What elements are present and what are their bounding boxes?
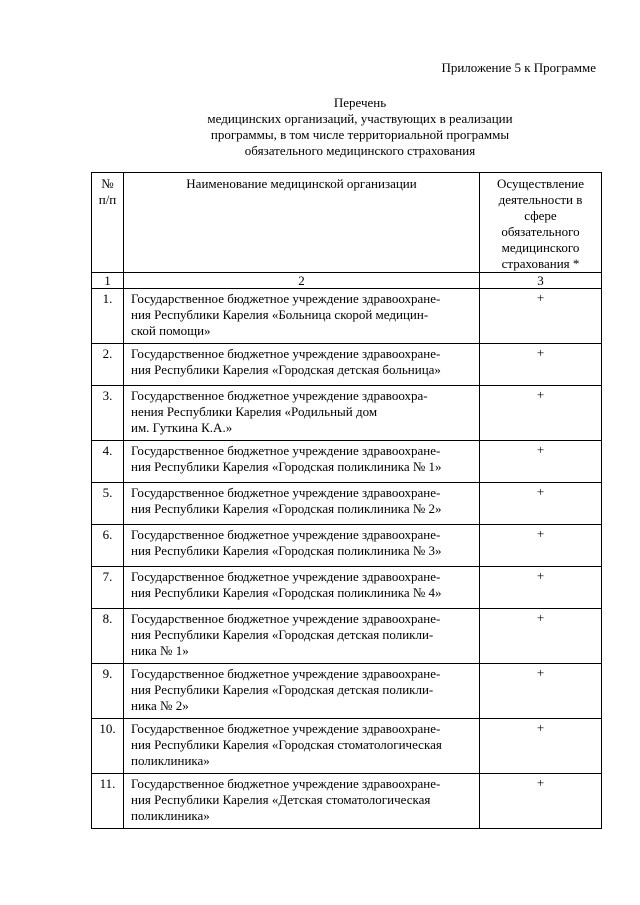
oms-participation-mark: + bbox=[480, 386, 602, 441]
organization-name-line: Государственное бюджетное учреждение здравоохране- bbox=[131, 527, 441, 542]
organization-name-line: ния Республики Карелия «Городская детская поликли- bbox=[131, 627, 434, 642]
heading-line: программы, в том числе территориальной программы bbox=[210, 127, 510, 142]
organization-name-line: Государственное бюджетное учреждение здравоохране- bbox=[131, 485, 441, 500]
row-number: 4. bbox=[92, 441, 124, 483]
organization-name-line: ния Республики Карелия «Городская поликлиника № 4» bbox=[131, 585, 442, 600]
organization-name bbox=[124, 441, 480, 483]
organization-name-line: ника № 2» bbox=[131, 698, 189, 713]
header-oms-line: страхования * bbox=[501, 256, 580, 271]
oms-participation-mark: + bbox=[480, 567, 602, 609]
organization-name-line: Государственное бюджетное учреждение здравоохране- bbox=[131, 443, 441, 458]
row-number: 2. bbox=[92, 344, 124, 386]
organization-name-line: ния Республики Карелия «Городская поликлиника № 1» bbox=[131, 459, 442, 474]
row-number: 7. bbox=[92, 567, 124, 609]
header-name-cell: Наименование медицинской организации bbox=[124, 173, 480, 273]
row-number: 1. bbox=[92, 289, 124, 344]
organization-name-line: Государственное бюджетное учреждение здравоохране- bbox=[131, 291, 441, 306]
row-number: 9. bbox=[92, 664, 124, 719]
row-number: 5. bbox=[92, 483, 124, 525]
table-row bbox=[92, 719, 602, 774]
organization-name bbox=[124, 483, 480, 525]
header-number-line: № bbox=[101, 176, 114, 191]
oms-participation-mark: + bbox=[480, 525, 602, 567]
organization-name-line: ской помощи» bbox=[131, 323, 211, 338]
table-row bbox=[92, 567, 602, 609]
row-number: 8. bbox=[92, 609, 124, 664]
heading-line: Перечень bbox=[333, 95, 387, 110]
table-row bbox=[92, 441, 602, 483]
organization-name-line: ния Республики Карелия «Городская стоматологическая bbox=[131, 737, 442, 752]
organization-name-line: ния Республики Карелия «Городская детская поликли- bbox=[131, 682, 434, 697]
table-row bbox=[92, 483, 602, 525]
organization-name-line: нения Республики Карелия «Родильный дом bbox=[131, 404, 378, 419]
organization-name bbox=[124, 386, 480, 441]
table-row bbox=[92, 525, 602, 567]
header-oms-line: Осуществление bbox=[497, 176, 584, 191]
oms-participation-mark: + bbox=[480, 289, 602, 344]
oms-participation-mark: + bbox=[480, 483, 602, 525]
organizations-table bbox=[91, 172, 602, 829]
column-number: 3 bbox=[480, 273, 602, 289]
heading-line: обязательного медицинского страхования bbox=[244, 143, 476, 158]
column-number: 1 bbox=[92, 273, 124, 289]
oms-participation-mark: + bbox=[480, 609, 602, 664]
organization-name bbox=[124, 609, 480, 664]
organization-name-line: Государственное бюджетное учреждение здравоохране- bbox=[131, 611, 441, 626]
oms-participation-mark: + bbox=[480, 344, 602, 386]
organization-name-line: Государственное бюджетное учреждение здравоохране- bbox=[131, 346, 441, 361]
organization-name bbox=[124, 567, 480, 609]
organization-name bbox=[124, 719, 480, 774]
row-number: 10. bbox=[92, 719, 124, 774]
appendix-label: Приложение 5 к Программе bbox=[441, 60, 596, 75]
table-header-row bbox=[92, 173, 602, 273]
organization-name-line: Государственное бюджетное учреждение здравоохране- bbox=[131, 776, 441, 791]
oms-participation-mark: + bbox=[480, 774, 602, 829]
header-oms-line: деятельности в bbox=[498, 192, 583, 207]
organization-name-line: ния Республики Карелия «Городская поликлиника № 2» bbox=[131, 501, 442, 516]
organization-name-line: поликлиника» bbox=[131, 808, 210, 823]
oms-participation-mark: + bbox=[480, 719, 602, 774]
table-row bbox=[92, 344, 602, 386]
header-number-cell bbox=[92, 173, 124, 273]
organization-name-line: ния Республики Карелия «Городская детская больница» bbox=[131, 362, 441, 377]
column-numbers-row bbox=[92, 273, 602, 289]
table-row bbox=[92, 289, 602, 344]
organization-name-line: Государственное бюджетное учреждение здравоохране- bbox=[131, 569, 441, 584]
column-number: 2 bbox=[124, 273, 480, 289]
organization-name bbox=[124, 289, 480, 344]
organization-name-line: Государственное бюджетное учреждение здравоохра- bbox=[131, 388, 428, 403]
organization-name bbox=[124, 664, 480, 719]
oms-participation-mark: + bbox=[480, 664, 602, 719]
organization-name bbox=[124, 774, 480, 829]
header-oms-line: обязательного bbox=[501, 224, 580, 239]
organization-name-line: ния Республики Карелия «Городская поликлиника № 3» bbox=[131, 543, 442, 558]
header-number-line: п/п bbox=[98, 192, 117, 207]
table-row bbox=[92, 386, 602, 441]
table-row bbox=[92, 664, 602, 719]
organization-name-line: Государственное бюджетное учреждение здравоохране- bbox=[131, 666, 441, 681]
document-heading bbox=[120, 95, 600, 159]
organization-name-line: Государственное бюджетное учреждение здравоохране- bbox=[131, 721, 441, 736]
table-row bbox=[92, 609, 602, 664]
oms-participation-mark: + bbox=[480, 441, 602, 483]
organization-name-line: ния Республики Карелия «Детская стоматологическая bbox=[131, 792, 431, 807]
header-oms-line: сфере bbox=[524, 208, 557, 223]
heading-line: медицинских организаций, участвующих в реализации bbox=[207, 111, 513, 126]
organization-name-line: ника № 1» bbox=[131, 643, 189, 658]
organization-name bbox=[124, 525, 480, 567]
row-number: 3. bbox=[92, 386, 124, 441]
header-oms-cell bbox=[480, 173, 602, 273]
organization-name bbox=[124, 344, 480, 386]
header-oms-line: медицинского bbox=[501, 240, 580, 255]
table-row bbox=[92, 774, 602, 829]
row-number: 11. bbox=[92, 774, 124, 829]
organization-name-line: поликлиника» bbox=[131, 753, 210, 768]
organization-name-line: им. Гуткина К.А.» bbox=[131, 420, 233, 435]
row-number: 6. bbox=[92, 525, 124, 567]
organization-name-line: ния Республики Карелия «Больница скорой медицин- bbox=[131, 307, 429, 322]
